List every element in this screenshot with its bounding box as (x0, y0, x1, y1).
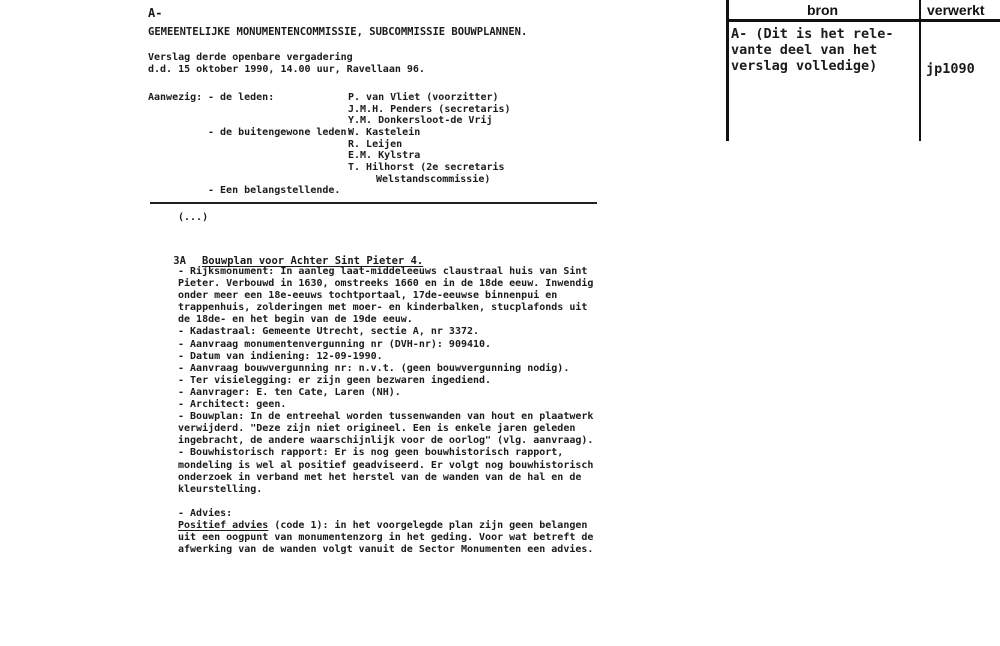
body-line: - Architect: geen. (178, 399, 287, 411)
body-line: - Aanvrager: E. ten Cate, Laren (NH). (178, 386, 401, 398)
body-line: verwijderd. "Deze zijn niet origineel. Een is enkele jaren geleden (178, 423, 576, 435)
body-line: onderzoek in verband met het herstel van de wanden van de hal en de (178, 471, 582, 483)
advies-first-line (178, 520, 618, 532)
attendee-name: T. Hilhorst (2e secretaris (348, 161, 505, 173)
attendee-name: Y.M. Donkersloot-de Vrij (348, 115, 493, 127)
agenda-item-body (178, 266, 618, 556)
attendee-row (148, 174, 608, 186)
body-line: - Bouwhistorisch rapport: Er is nog geen bouwhistorisch rapport, (178, 447, 564, 459)
body-line: Pieter. Verbouwd in 1630, omstreeks 1660 en in de 18de eeuw. Inwendig (178, 278, 594, 290)
attendee-row (148, 127, 608, 139)
stamp-table-verwerkt-cell: jp1090 (926, 61, 975, 77)
body-line: kleurstelling. (178, 483, 263, 495)
body-line: - Aanvraag bouwvergunning nr: n.v.t. (geen bouwvergunning nodig). (178, 362, 570, 374)
advies-label: - Advies: (178, 507, 233, 519)
doc-subtitle-line2: d.d. 15 oktober 1990, 14.00 uur, Ravellaan 96. (148, 64, 425, 75)
stamp-table-header-bron: bron (806, 2, 839, 18)
body-line: - Ter visielegging: er zijn geen bezwaren ingediend. (178, 374, 492, 386)
agenda-item-title: Bouwplan voor Achter Sint Pieter 4. (201, 255, 424, 267)
attendee-row (148, 139, 608, 151)
agenda-item-number: 3A (173, 255, 186, 267)
belangstellende-label: - Een belangstellende. (208, 185, 341, 197)
body-line: - Kadastraal: Gemeente Utrecht, sectie A, nr 3372. (178, 326, 480, 338)
buitengewone-label: - de buitengewone leden: (208, 126, 353, 138)
doc-title: GEMEENTELIJKE MONUMENTENCOMMISSIE, SUBCOMMISSIE BOUWPLANNEN. (148, 26, 528, 38)
attendee-row (148, 150, 608, 162)
attendee-name: P. van Vliet (voorzitter) (348, 92, 499, 103)
body-line: - Bouwplan: In de entreehal worden tussenwanden van hout en plaatwerk (178, 411, 594, 423)
stamp-table-bron-cell (731, 26, 894, 74)
body-line: uit een oogpunt van monumentenzorg in het geding. Voor wat betreft de (178, 532, 594, 544)
attendee-name: R. Leijen (348, 138, 403, 150)
advies-rest-text: (code 1): in het voorgelegde plan zijn geen belangen (268, 519, 588, 531)
doc-subtitle-line1: Verslag derde openbare vergadering (148, 52, 353, 63)
bron-line: verslag volledige) (731, 58, 878, 74)
blank-line (178, 496, 618, 508)
body-line: mondeling is wel al positief geadviseerd. Er volgt nog bouwhistorisch (178, 459, 594, 471)
attendee-row (148, 92, 608, 104)
body-line: onder meer een 18e-eeuws tochtportaal, 17de-eeuwse binnenpui en (178, 290, 558, 302)
body-line: trappenhuis, zolderingen met moer- en kinderbalken, stucplafonds uit (178, 302, 588, 314)
attendees-block (148, 92, 608, 197)
omitted-text-marker: (...) (178, 212, 209, 223)
body-line: - Rijksmonument: In aanleg laat-middeleeuws claustraal huis van Sint (178, 266, 588, 277)
bron-line: A- (Dit is het rele- (731, 26, 894, 42)
body-line: - Datum van indiening: 12-09-1990. (178, 350, 383, 362)
body-line: - Aanvraag monumentenvergunning nr (DVH-nr): 909410. (178, 338, 492, 350)
section-divider (150, 202, 597, 204)
attendee-name: W. Kastelein (348, 126, 421, 138)
attendee-row (148, 162, 608, 174)
stamp-table-header-verwerkt: verwerkt (927, 2, 985, 18)
attendee-name: J.M.H. Penders (secretaris) (348, 103, 511, 115)
advies-underlined-text: Positief advies (178, 519, 269, 531)
body-line: ingebracht, de andere waarschijnlijk voor de oorlog" (vlg. aanvraag). (178, 435, 594, 447)
aanwezig-label: Aanwezig: (148, 92, 203, 103)
body-line: afwerking van de wanden volgt vanuit de Sector Monumenten een advies. (178, 544, 594, 556)
attendee-name: Welstandscommissie) (376, 173, 491, 185)
attendee-row (148, 185, 608, 197)
leden-label: - de leden: (208, 92, 275, 103)
attendee-name: E.M. Kylstra (348, 150, 421, 162)
doc-marker: A- (148, 6, 163, 20)
stamp-table-header-border (726, 19, 1000, 22)
attendee-row (148, 115, 608, 127)
bron-line: vante deel van het (731, 42, 878, 58)
attendee-row (148, 104, 608, 116)
body-line: de 18de- en het begin van de 19de eeuw. (178, 314, 413, 326)
